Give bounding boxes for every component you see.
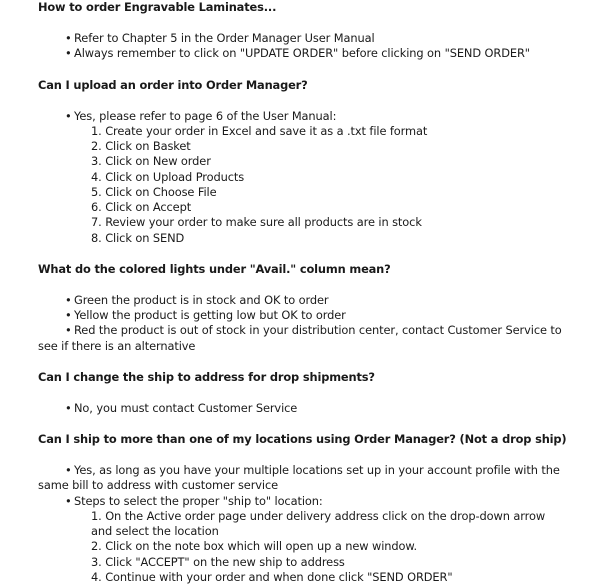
bullet-text: Always remember to click on "UPDATE ORDER" before clicking on "SEND ORDER" xyxy=(74,46,530,61)
step-item xyxy=(38,154,578,169)
bullet-item xyxy=(38,31,578,46)
step-text: 2. Click on Basket xyxy=(91,139,191,153)
bullet-text-continued: see if there is an alternative xyxy=(38,338,196,353)
step-text: 3. Click "ACCEPT" on the new ship to address xyxy=(91,554,345,569)
step-text: 5. Click on Choose File xyxy=(91,184,217,199)
bullet-dot: • xyxy=(65,31,72,45)
step-text: 4. Click on Upload Products xyxy=(91,169,245,184)
step-item xyxy=(38,555,578,570)
bullet-dot: • xyxy=(65,463,72,477)
step-item xyxy=(38,231,578,246)
faq-question: Can I upload an order into Order Manager? xyxy=(38,77,308,92)
bullet-dot: • xyxy=(65,400,72,415)
faq-question: Can I change the ship to address for drop shipments? xyxy=(38,369,375,384)
step-text: 1. Create your order in Excel and save it as a .txt file format xyxy=(91,123,428,138)
bullet-dot: • xyxy=(65,108,72,123)
step-text: 3. Click on New order xyxy=(91,154,211,169)
bullet-text: Yellow the product is getting low but OK to order xyxy=(74,308,346,322)
bullet-item xyxy=(38,494,578,509)
bullet-text: Yes, as long as you have your multiple locations set up in your account profile with the xyxy=(74,463,560,477)
bullet-item xyxy=(38,46,578,61)
step-item xyxy=(38,539,578,554)
bullet-text-continued: same bill to address with customer service xyxy=(38,478,279,493)
bullet-item xyxy=(38,463,578,494)
bullet-text: Red the product is out of stock in your distribution center, contact Customer Service to xyxy=(74,323,562,338)
step-text: 8. Click on SEND xyxy=(91,230,185,245)
step-text: 4. Continue with your order and when done click "SEND ORDER" xyxy=(91,569,453,584)
bullet-item xyxy=(38,109,578,124)
step-item xyxy=(38,139,578,154)
faq-question: Can I ship to more than one of my locations using Order Manager? (Not a drop ship) xyxy=(38,432,567,446)
step-item xyxy=(38,215,578,230)
bullet-dot: • xyxy=(65,308,72,322)
bullet-item xyxy=(38,293,578,308)
steps-list xyxy=(38,509,578,585)
step-text: 1. On the Active order page under delivery address click on the drop-down arrow xyxy=(91,508,546,523)
step-item xyxy=(38,185,578,200)
bullet-text: Refer to Chapter 5 in the Order Manager User Manual xyxy=(74,31,375,45)
bullet-dot: • xyxy=(65,493,72,508)
step-text-continued: and select the location xyxy=(91,524,219,538)
bullet-dot: • xyxy=(65,323,72,338)
bullet-dot: • xyxy=(65,46,72,61)
step-text: 7. Review your order to make sure all products are in stock xyxy=(91,215,422,230)
bullet-item xyxy=(38,401,578,416)
step-item xyxy=(38,124,578,139)
bullet-item xyxy=(38,323,578,354)
bullet-item xyxy=(38,308,578,323)
bullet-text: Green the product is in stock and OK to order xyxy=(74,292,329,307)
bullet-text: No, you must contact Customer Service xyxy=(74,400,298,415)
step-item xyxy=(38,170,578,185)
steps-list xyxy=(38,124,578,246)
bullet-text: Steps to select the proper "ship to" location: xyxy=(74,493,323,508)
step-text: 6. Click on Accept xyxy=(91,200,192,214)
step-item xyxy=(38,200,578,215)
bullet-dot: • xyxy=(65,292,72,307)
step-text: 2. Click on the note box which will open up a new window. xyxy=(91,539,418,554)
faq-question: What do the colored lights under "Avail." column mean? xyxy=(38,261,391,276)
step-item xyxy=(38,509,578,540)
faq-question: How to order Engravable Laminates... xyxy=(38,0,277,14)
faq-document xyxy=(38,0,578,585)
bullet-text: Yes, please refer to page 6 of the User Manual: xyxy=(74,108,337,123)
